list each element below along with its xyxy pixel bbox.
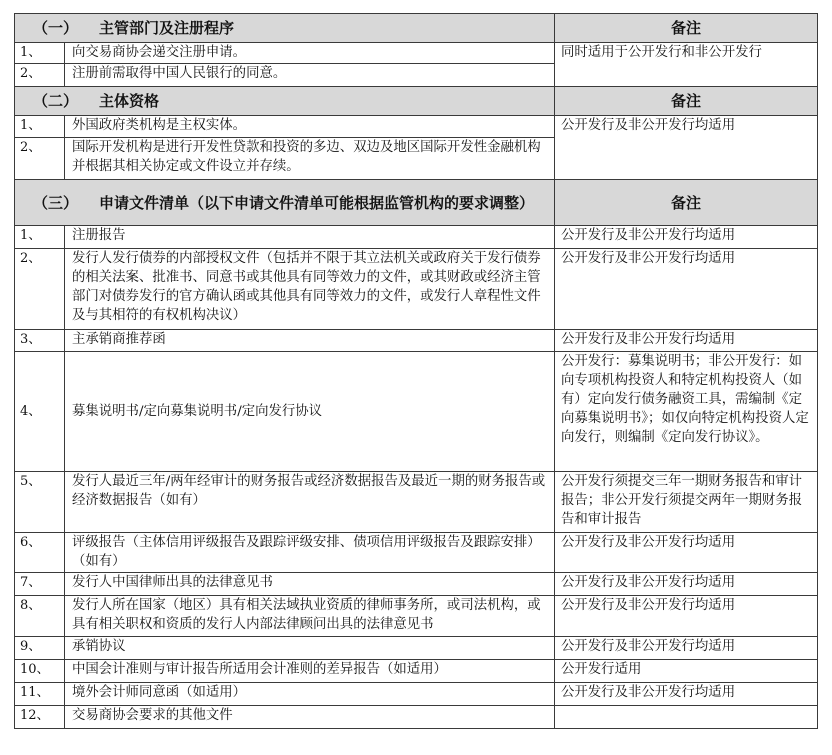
item-note: 公开发行及非公开发行均适用 [555,573,818,596]
item-text: 发行人最近三年/两年经审计的财务报告或经济数据报告及最近一期的财务报告或经济数据报告（如有） [65,472,555,533]
item-note: 公开发行及非公开发行均适用 [555,637,818,660]
table-row [15,226,818,249]
table-row [15,249,818,330]
section-title-cell [15,180,555,226]
item-number: 1、 [15,43,65,64]
section-title-cell [15,87,555,116]
item-number: 5、 [15,472,65,533]
section-header [15,14,818,43]
section-title: 主体资格 [99,92,160,110]
table-row [15,330,818,352]
section-number: （三） [33,193,79,212]
item-text: 募集说明书/定向募集说明书/定向发行协议 [65,352,555,472]
section-title: 申请文件清单（以下申请文件清单可能根据监管机构的要求调整） [99,193,535,212]
table-row [15,43,818,64]
item-number: 2、 [15,249,65,330]
item-text: 注册报告 [65,226,555,249]
section-header [15,180,818,226]
table-row [15,660,818,683]
item-number: 6、 [15,533,65,573]
note-header: 备注 [555,180,818,226]
table-row [15,683,818,706]
item-number: 9、 [15,637,65,660]
item-number: 1、 [15,226,65,249]
item-note [555,706,818,729]
item-text: 向交易商协会递交注册申请。 [65,43,555,64]
item-number: 3、 [15,330,65,352]
table-row [15,116,818,138]
item-note: 公开发行及非公开发行均适用 [555,596,818,637]
section-title: 主管部门及注册程序 [99,19,235,37]
item-note: 公开发行及非公开发行均适用 [555,249,818,330]
item-text: 发行人发行债券的内部授权文件（包括并不限于其立法机关或政府关于发行债券的相关法案、批准书、同意书或其他具有同等效力的文件，或其财政或经济主管部门对债券发行的官方确认函或其他具有同等效力的文件，或发行人章程性文件及与其相符的有权机构决议） [65,249,555,330]
item-text: 注册前需取得中国人民银行的同意。 [65,64,555,87]
item-note: 公开发行及非公开发行均适用 [555,116,818,180]
item-text: 评级报告（主体信用评级报告及跟踪评级安排、债项信用评级报告及跟踪安排）（如有） [65,533,555,573]
item-number: 2、 [15,138,65,180]
item-text: 主承销商推荐函 [65,330,555,352]
item-number: 4、 [15,352,65,472]
section-number: （二） [33,92,79,110]
item-number: 2、 [15,64,65,87]
item-text: 交易商协会要求的其他文件 [65,706,555,729]
section-number: （一） [33,19,79,37]
section-header [15,87,818,116]
item-note: 公开发行适用 [555,660,818,683]
item-text: 国际开发机构是进行开发性贷款和投资的多边、双边及地区国际开发性金融机构并根据其相关协定或文件设立并存续。 [65,138,555,180]
item-number: 11、 [15,683,65,706]
item-number: 8、 [15,596,65,637]
table-row [15,706,818,729]
item-text: 发行人中国律师出具的法律意见书 [65,573,555,596]
item-number: 1、 [15,116,65,138]
item-text: 发行人所在国家（地区）具有相关法域执业资质的律师事务所，或司法机构，或具有相关职权和资质的发行人内部法律顾问出具的法律意见书 [65,596,555,637]
item-note: 公开发行及非公开发行均适用 [555,330,818,352]
item-note: 公开发行及非公开发行均适用 [555,226,818,249]
item-note: 公开发行及非公开发行均适用 [555,683,818,706]
item-note: 公开发行：募集说明书；非公开发行：如向专项机构投资人和特定机构投资人（如有）定向发行债务融资工具，需编制《定向募集说明书》；如仅向特定机构投资人定向发行，则编制《定向发行协议》。 [555,352,818,472]
note-header: 备注 [555,87,818,116]
table-row [15,637,818,660]
table-row [15,596,818,637]
note-header: 备注 [555,14,818,43]
table-row [15,472,818,533]
table-row [15,533,818,573]
item-text: 承销协议 [65,637,555,660]
item-note: 同时适用于公开发行和非公开发行 [555,43,818,87]
item-note: 公开发行须提交三年一期财务报告和审计报告；非公开发行须提交两年一期财务报告和审计报告 [555,472,818,533]
item-text: 中国会计准则与审计报告所适用会计准则的差异报告（如适用） [65,660,555,683]
item-note: 公开发行及非公开发行均适用 [555,533,818,573]
item-number: 7、 [15,573,65,596]
item-text: 境外会计师同意函（如适用） [65,683,555,706]
table-row [15,573,818,596]
item-text: 外国政府类机构是主权实体。 [65,116,555,138]
item-number: 10、 [15,660,65,683]
section-title-cell [15,14,555,43]
table-row [15,352,818,472]
item-number: 12、 [15,706,65,729]
application-requirements-table [14,13,818,729]
